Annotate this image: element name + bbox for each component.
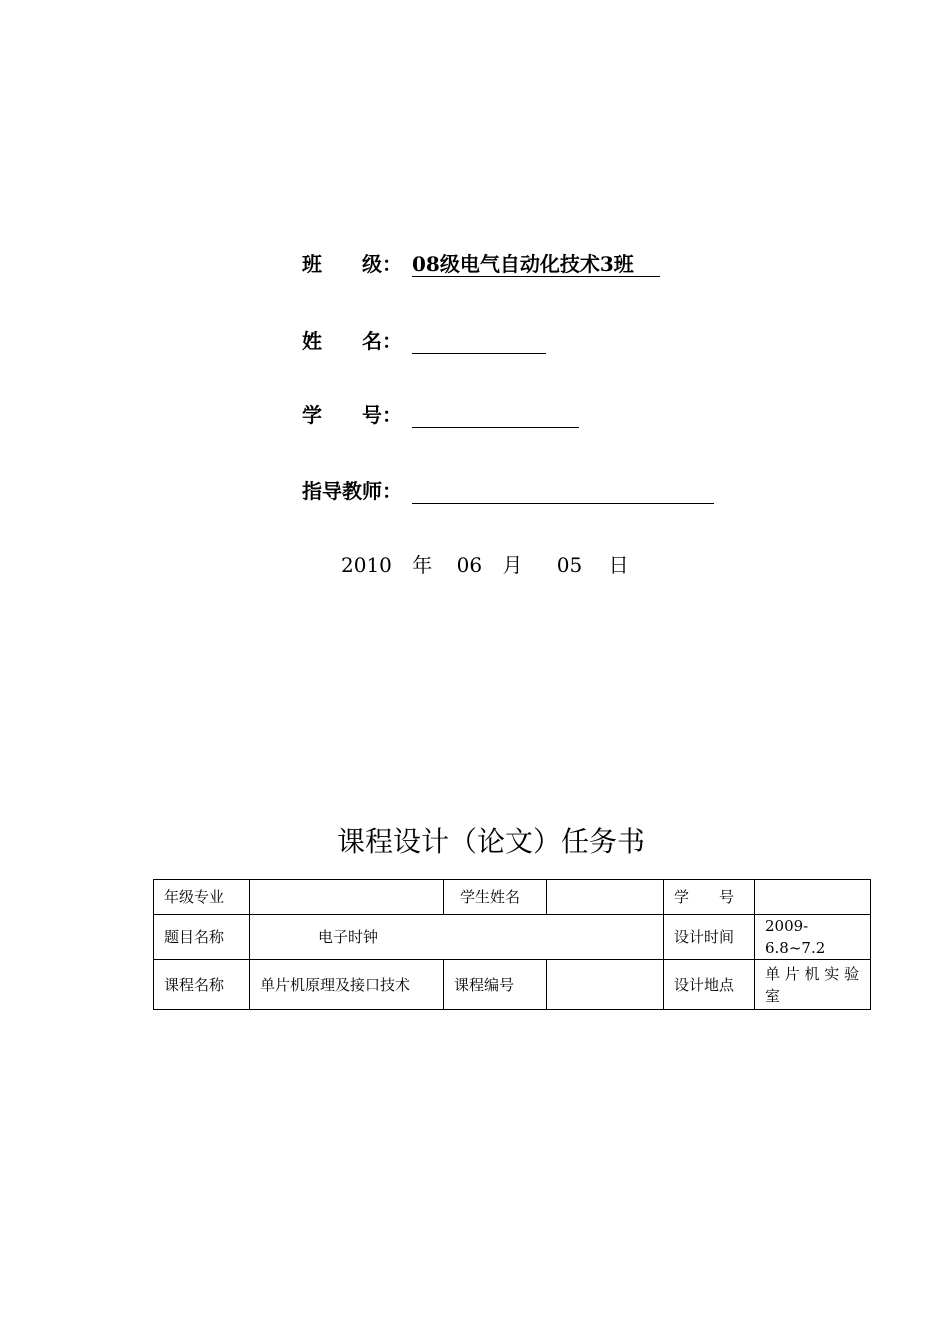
course-name-label: 课程名称: [154, 960, 250, 1010]
date-day-unit: 日: [608, 553, 629, 577]
date-month: 06: [456, 553, 483, 577]
date-day: 05: [556, 553, 583, 577]
student-id-row: [302, 401, 579, 429]
table-row: [154, 960, 871, 1010]
course-name-value: 单片机原理及接口技术: [250, 960, 444, 1010]
teacher-row: [302, 477, 714, 505]
table-row: [154, 880, 871, 915]
topic-value: 电子时钟: [250, 915, 664, 960]
student-number-value[interactable]: [755, 880, 871, 915]
date-month-unit: 月: [502, 553, 523, 577]
name-row: [302, 327, 546, 355]
class-row: [302, 250, 660, 278]
student-name-label: 学生姓名: [444, 880, 547, 915]
class-label: 班 级：: [302, 252, 402, 276]
teacher-label: 指导教师：: [302, 479, 402, 503]
date-line: [341, 551, 629, 579]
student-id-label: 学 号：: [302, 403, 402, 427]
student-name-value[interactable]: [547, 880, 664, 915]
task-book-title: 课程设计（论文）任务书: [336, 825, 645, 858]
design-location-value: 单 片 机 实 验 室: [755, 960, 871, 1010]
class-value: 08级电气自动化技术3班: [412, 250, 660, 277]
date-year: 2010: [341, 553, 392, 577]
date-year-unit: 年: [412, 553, 433, 577]
task-info-table: [153, 879, 871, 1010]
grade-major-label: 年级专业: [154, 880, 250, 915]
design-time-label: 设计时间: [664, 915, 755, 960]
grade-major-value[interactable]: [250, 880, 444, 915]
design-location-label: 设计地点: [664, 960, 755, 1010]
teacher-value[interactable]: [412, 477, 714, 504]
course-code-label: 课程编号: [444, 960, 547, 1010]
student-id-value[interactable]: [412, 401, 579, 428]
topic-label: 题目名称: [154, 915, 250, 960]
name-label: 姓 名：: [302, 329, 402, 353]
design-time-value: 2009-6.8~7.2: [755, 915, 871, 960]
name-value[interactable]: [412, 327, 546, 354]
course-code-value[interactable]: [547, 960, 664, 1010]
table-row: [154, 915, 871, 960]
student-number-label: 学 号: [664, 880, 755, 915]
